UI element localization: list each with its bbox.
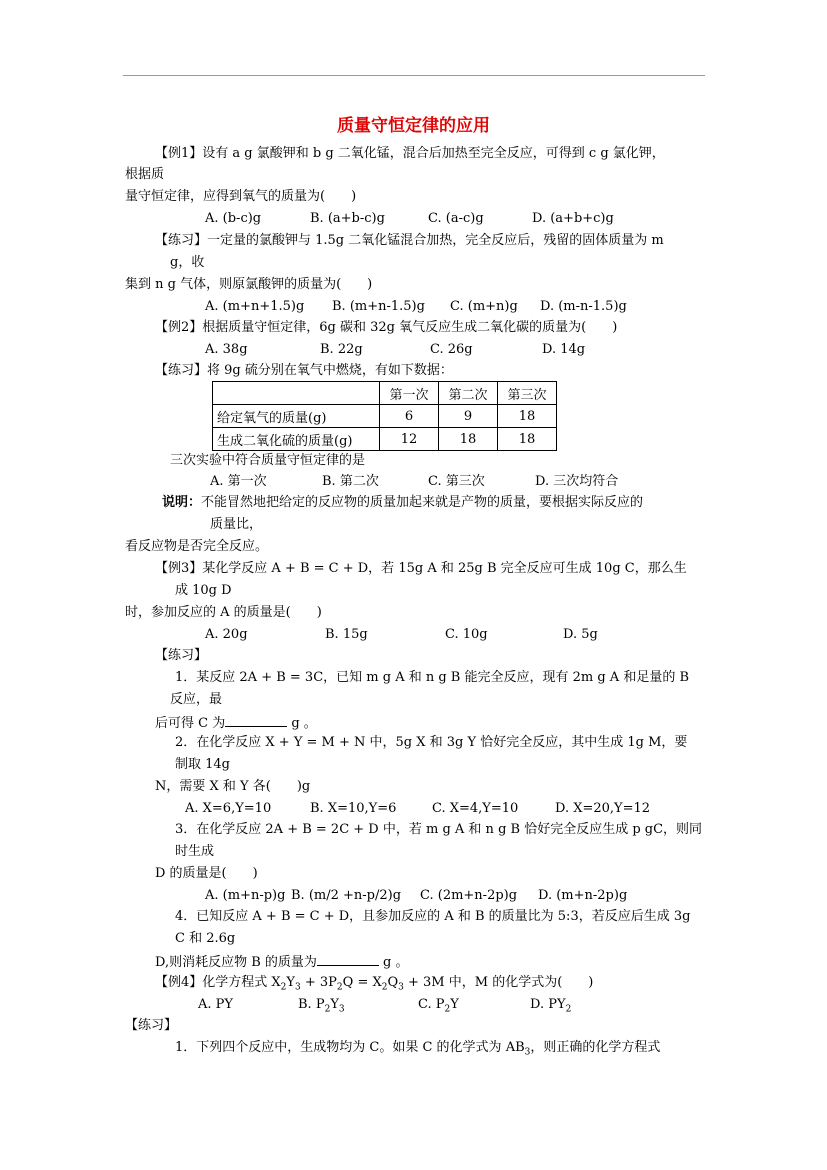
example-3-option-b: B. 15g xyxy=(325,627,368,642)
example-4-option-a: A. PY xyxy=(198,997,233,1012)
q3-option-b: B. (m/2 +n-p/2)g xyxy=(291,888,402,903)
opt-text: Y xyxy=(330,997,339,1012)
practice-3-q4-line-3 xyxy=(155,953,409,971)
practice-2-option-b: B. 第二次 xyxy=(322,474,379,489)
opt-text: C. P xyxy=(418,997,445,1012)
subscript: 3 xyxy=(338,1004,345,1015)
table-row xyxy=(213,405,557,428)
q-text: ，则正确的化学方程式 xyxy=(530,1040,661,1055)
table-cell: 12 xyxy=(380,428,439,451)
example-3-line-2: 成 10g D xyxy=(175,583,232,598)
practice-3-q4-line-1: 4．已知反应 A + B = C + D，且参加反应的 A 和 B 的质量比为 5:3，若反应后生成 3g xyxy=(175,909,691,924)
q3-option-d: D. (m+n-2p)g xyxy=(538,888,628,903)
practice-2-option-a: A. 第一次 xyxy=(210,474,267,489)
example-2-option-d: D. 14g xyxy=(542,342,586,357)
q1-unit: g 。 xyxy=(287,716,317,731)
note-line-3: 看反应物是否完全反应。 xyxy=(125,539,269,554)
opt-text: D. PY xyxy=(530,997,566,1012)
table-cell: 18 xyxy=(439,428,498,451)
practice-1-option-b: B. (m+n-1.5)g xyxy=(332,299,425,314)
eq-part: + 3M 中，M 的化学式为( ) xyxy=(403,975,594,990)
eq-part: Q xyxy=(387,975,399,990)
subscript: 2 xyxy=(280,982,287,993)
eq-part: + 3P xyxy=(300,975,337,990)
table-cell: 生成二氧化硫的质量(g) xyxy=(213,428,380,451)
header-rule xyxy=(123,75,705,76)
example-4-option-c xyxy=(418,997,459,1013)
practice-4-header: 【练习】 xyxy=(125,1018,178,1033)
data-table xyxy=(212,381,557,451)
table-cell: 18 xyxy=(498,405,557,428)
q2-option-d: D. X=20,Y=12 xyxy=(555,801,651,816)
example-3-option-a: A. 20g xyxy=(205,627,248,642)
subscript: 2 xyxy=(565,1004,572,1015)
table-cell: 9 xyxy=(439,405,498,428)
example-2-option-a: A. 38g xyxy=(205,342,248,357)
practice-3-q1-line-1: 1．某反应 2A + B = 3C，已知 m g A 和 n g B 能完全反应，现有 2m g A 和足量的 B xyxy=(175,670,690,685)
eq-part: Y xyxy=(286,975,295,990)
example-1-line-2: 根据质 xyxy=(125,167,165,182)
example-1-option-c: C. (a-c)g xyxy=(428,211,484,226)
practice-3-q4-line-2: C 和 2.6g xyxy=(175,931,236,946)
q2-option-b: B. X=10,Y=6 xyxy=(310,801,397,816)
example-3-option-c: C. 10g xyxy=(445,627,488,642)
example-2-line-1: 【例2】根据质量守恒定律，6g 碳和 32g 氧气反应生成二氧化碳的质量为( ) xyxy=(155,320,618,335)
opt-text: B. P xyxy=(298,997,325,1012)
example-2-option-c: C. 26g xyxy=(430,342,473,357)
subscript: 2 xyxy=(381,982,388,993)
table-cell: 给定氧气的质量(g) xyxy=(213,405,380,428)
table-row xyxy=(213,428,557,451)
practice-1-line-2: g，收 xyxy=(170,255,205,270)
q3-option-a: A. (m+n-p)g xyxy=(205,888,286,903)
practice-1-option-d: D. (m-n-1.5)g xyxy=(540,299,627,314)
subscript: 3 xyxy=(524,1047,531,1058)
table-header-cell: 第二次 xyxy=(439,382,498,405)
example-1-line-3: 量守恒定律，应得到氧气的质量为( ) xyxy=(125,189,357,204)
eq-part: 【例4】化学方程式 X xyxy=(155,975,281,990)
example-4-option-b xyxy=(298,997,345,1013)
practice-2-question: 三次实验中符合质量守恒定律的是 xyxy=(170,453,366,468)
practice-1-option-c: C. (m+n)g xyxy=(450,299,518,314)
example-1-option-a: A. (b-c)g xyxy=(205,211,262,226)
subscript: 2 xyxy=(444,1004,451,1015)
example-1-option-b: B. (a+b-c)g xyxy=(310,211,385,226)
practice-1-line-3: 集到 n g 气体，则原氯酸钾的质量为( ) xyxy=(125,277,373,292)
practice-3-q2-line-1: 2．在化学反应 X + Y = M + N 中，5g X 和 3g Y 恰好完全反应，其中生成 1g M，要 xyxy=(175,735,688,750)
subscript: 3 xyxy=(295,982,301,993)
note-line-1 xyxy=(162,495,643,511)
q-text: 1．下列四个反应中，生成物均为 C。如果 C 的化学式为 AB xyxy=(175,1040,525,1055)
table-cell: 18 xyxy=(498,428,557,451)
page-title: 质量守恒定律的应用 xyxy=(337,116,490,136)
table-header-row xyxy=(213,382,557,405)
answer-blank xyxy=(317,953,379,966)
example-4-line-1 xyxy=(155,975,593,991)
q2-option-a: A. X=6,Y=10 xyxy=(185,801,272,816)
note-line-2: 质量比， xyxy=(210,517,263,532)
q2-option-c: C. X=4,Y=10 xyxy=(432,801,519,816)
q4-text: D,则消耗反应物 B 的质量为 xyxy=(155,955,317,970)
example-1-line-1: 【例1】设有 a g 氯酸钾和 b g 二氧化锰，混合后加热至完全反应，可得到 c g 氯化钾， xyxy=(155,146,665,161)
practice-2-option-c: C. 第三次 xyxy=(428,474,485,489)
note-text: 不能冒然地把给定的反应物的质量加起来就是产物的质量，要根据实际反应的 xyxy=(201,495,644,510)
practice-1-line-1: 【练习】一定量的氯酸钾与 1.5g 二氧化锰混合加热，完全反应后，残留的固体质量为 m xyxy=(155,233,664,248)
example-2-option-b: B. 22g xyxy=(320,342,363,357)
example-4-option-d xyxy=(530,997,571,1013)
practice-3-q1-line-2: 反应，最 xyxy=(170,692,223,707)
note-label: 说明： xyxy=(162,495,202,510)
subscript: 2 xyxy=(324,1004,331,1015)
answer-blank xyxy=(225,714,287,727)
practice-4-q1 xyxy=(175,1040,660,1056)
eq-part: Q = X xyxy=(342,975,382,990)
q1-text: 后可得 C 为 xyxy=(155,716,226,731)
practice-3-q3-line-3: D 的质量是( ) xyxy=(155,866,258,881)
opt-text: Y xyxy=(450,997,459,1012)
example-3-line-3: 时，参加反应的 A 的质量是( ) xyxy=(125,605,322,620)
practice-1-option-a: A. (m+n+1.5)g xyxy=(205,299,305,314)
practice-3-q3-line-1: 3．在化学反应 2A + B = 2C + D 中，若 m g A 和 n g B 恰好完全反应生成 p gC，则同 xyxy=(175,822,703,837)
practice-3-q1-line-3 xyxy=(155,714,317,732)
practice-2-line-1: 【练习】将 9g 硫分别在氧气中燃烧，有如下数据： xyxy=(155,363,453,378)
practice-3-q2-line-3: N，需要 X 和 Y 各( )g xyxy=(155,779,311,794)
practice-3-q2-line-2: 制取 14g xyxy=(175,757,230,772)
example-3-line-1: 【例3】某化学反应 A + B = C + D，若 15g A 和 25g B 完全反应可生成 10g C，那么生 xyxy=(155,561,687,576)
example-1-option-d: D. (a+b+c)g xyxy=(532,211,614,226)
q3-option-c: C. (2m+n-2p)g xyxy=(420,888,518,903)
practice-3-header: 【练习】 xyxy=(155,648,208,663)
table-header-cell: 第一次 xyxy=(380,382,439,405)
table-cell: 6 xyxy=(380,405,439,428)
table-header-cell: 第三次 xyxy=(498,382,557,405)
practice-3-q3-line-2: 时生成 xyxy=(175,844,215,859)
example-3-option-d: D. 5g xyxy=(563,627,598,642)
practice-2-option-d: D. 三次均符合 xyxy=(535,474,619,489)
table-header-cell xyxy=(213,382,380,405)
subscript: 2 xyxy=(336,982,343,993)
q4-unit: g 。 xyxy=(378,955,409,970)
subscript: 3 xyxy=(398,982,404,993)
